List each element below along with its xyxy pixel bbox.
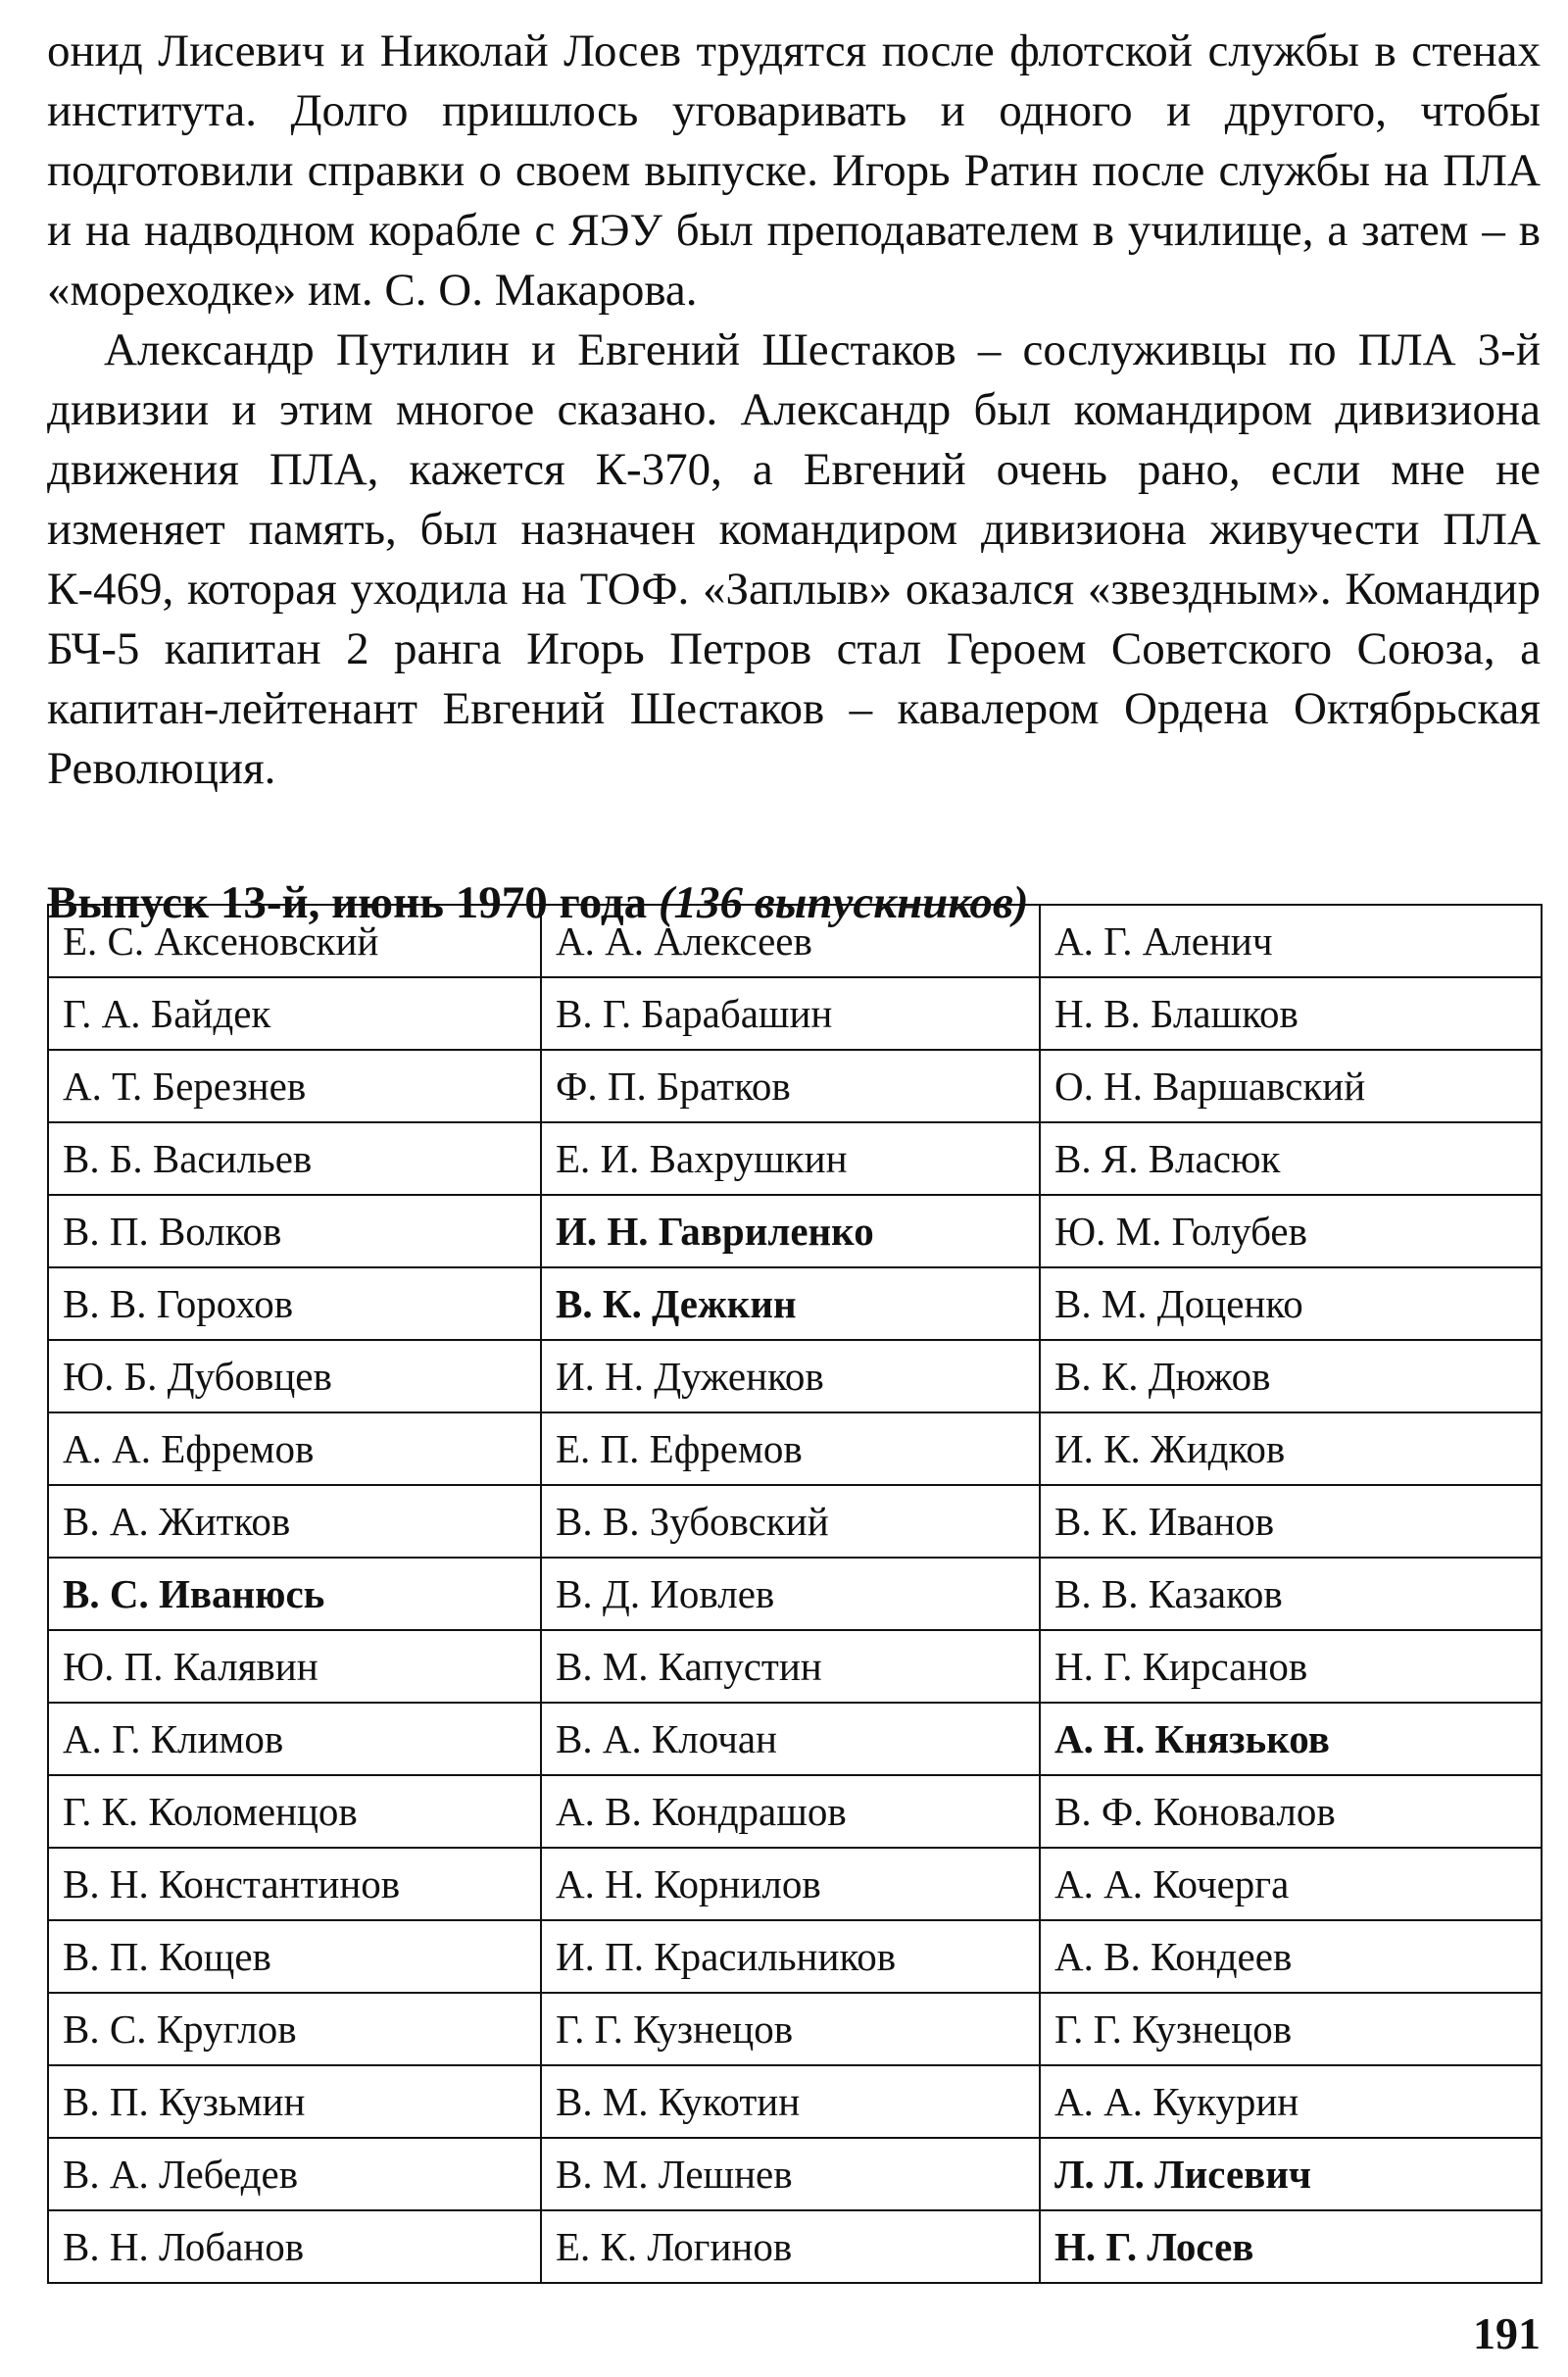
- graduate-name-cell: В. В. Казаков: [1040, 1558, 1542, 1630]
- graduate-name-cell: Ю. П. Калявин: [48, 1630, 541, 1703]
- graduate-name-cell: Н. Г. Лосев: [1040, 2210, 1542, 2283]
- graduate-name-cell: В. П. Волков: [48, 1195, 541, 1267]
- table-row: [48, 977, 1542, 1050]
- graduate-name-cell: Е. К. Логинов: [541, 2210, 1040, 2283]
- graduate-name-cell: А. А. Кочерга: [1040, 1848, 1542, 1920]
- graduate-name-cell: О. Н. Варшавский: [1040, 1050, 1542, 1122]
- graduate-name-cell: В. М. Лешнев: [541, 2138, 1040, 2210]
- graduate-name-cell: Л. Л. Лисевич: [1040, 2138, 1542, 2210]
- graduate-name-cell: Г. А. Байдек: [48, 977, 541, 1050]
- graduate-name-cell: А. Г. Климов: [48, 1703, 541, 1775]
- graduate-name-cell: В. М. Доценко: [1040, 1267, 1542, 1340]
- graduate-name-cell: Н. Г. Кирсанов: [1040, 1630, 1542, 1703]
- graduate-name-cell: В. Б. Васильев: [48, 1122, 541, 1195]
- graduate-name-cell: В. П. Кощев: [48, 1920, 541, 1993]
- table-row: [48, 1558, 1542, 1630]
- graduate-name-cell: И. Н. Гавриленко: [541, 1195, 1040, 1267]
- graduate-name-cell: В. А. Лебедев: [48, 2138, 541, 2210]
- page-number: 191: [1473, 2308, 1541, 2358]
- graduate-name-cell: А. В. Кондрашов: [541, 1775, 1040, 1848]
- graduate-name-cell: Е. И. Вахрушкин: [541, 1122, 1040, 1195]
- table-row: [48, 1920, 1542, 1993]
- graduate-name-cell: Е. П. Ефремов: [541, 1412, 1040, 1485]
- graduate-name-cell: В. Н. Константинов: [48, 1848, 541, 1920]
- book-page: [47, 22, 1541, 2269]
- graduates-table-body: [48, 905, 1542, 2283]
- graduate-name-cell: В. Н. Лобанов: [48, 2210, 541, 2283]
- table-row: [48, 1848, 1542, 1920]
- heading-note: (136 выпускников): [658, 877, 1029, 928]
- graduate-name-cell: В. П. Кузьмин: [48, 2065, 541, 2138]
- graduate-name-cell: Н. В. Блашков: [1040, 977, 1542, 1050]
- graduate-name-cell: И. К. Жидков: [1040, 1412, 1542, 1485]
- table-row: [48, 1412, 1542, 1485]
- table-row: [48, 2210, 1542, 2283]
- graduate-name-cell: Ф. П. Братков: [541, 1050, 1040, 1122]
- table-row: [48, 1122, 1542, 1195]
- graduate-name-cell: В. Д. Иовлев: [541, 1558, 1040, 1630]
- graduate-name-cell: В. К. Дюжов: [1040, 1340, 1542, 1412]
- table-row: [48, 1703, 1542, 1775]
- graduate-name-cell: В. М. Кукотин: [541, 2065, 1040, 2138]
- table-row: [48, 1485, 1542, 1558]
- graduate-name-cell: Г. К. Коломенцов: [48, 1775, 541, 1848]
- graduate-name-cell: Ю. Б. Дубовцев: [48, 1340, 541, 1412]
- paragraph-2: Александр Путилин и Евгений Шестаков – сослуживцы по ПЛА 3-й дивизии и этим многое сказано. Александр был командиром дивизиона движения ПЛА, кажется К-370, а Евгений очень рано, если мне не изменяет память, был назначен командиром дивизиона живучести ПЛА К-469, которая уходила на ТОФ. «Заплыв» оказался «звездным». Командир БЧ-5 капитан 2 ранга Игорь Петров стал Героем Советского Союза, а капитан-лейтенант Евгений Шестаков – кавалером Ордена Октябрьская Революция.: [47, 324, 1541, 794]
- table-row: [48, 905, 1542, 977]
- graduate-name-cell: И. П. Красильников: [541, 1920, 1040, 1993]
- graduate-name-cell: Ю. М. Голубев: [1040, 1195, 1542, 1267]
- table-row: [48, 1267, 1542, 1340]
- graduate-name-cell: В. М. Капустин: [541, 1630, 1040, 1703]
- graduate-name-cell: В. В. Горохов: [48, 1267, 541, 1340]
- table-row: [48, 1630, 1542, 1703]
- graduate-name-cell: В. С. Иванюсь: [48, 1558, 541, 1630]
- graduate-name-cell: Е. С. Аксеновский: [48, 905, 541, 977]
- graduate-name-cell: В. Г. Барабашин: [541, 977, 1040, 1050]
- graduate-name-cell: В. С. Круглов: [48, 1993, 541, 2065]
- graduate-name-cell: А. Н. Корнилов: [541, 1848, 1040, 1920]
- graduate-name-cell: А. Г. Аленич: [1040, 905, 1542, 977]
- graduate-name-cell: В. К. Иванов: [1040, 1485, 1542, 1558]
- graduate-name-cell: В. К. Дежкин: [541, 1267, 1040, 1340]
- heading-main: Выпуск 13-й, июнь 1970 года: [47, 877, 659, 928]
- graduate-name-cell: А. А. Ефремов: [48, 1412, 541, 1485]
- graduate-name-cell: В. В. Зубовский: [541, 1485, 1040, 1558]
- graduate-name-cell: А. А. Кукурин: [1040, 2065, 1542, 2138]
- graduate-name-cell: А. А. Алексеев: [541, 905, 1040, 977]
- graduate-name-cell: В. Ф. Коновалов: [1040, 1775, 1542, 1848]
- table-row: [48, 1195, 1542, 1267]
- graduate-name-cell: А. В. Кондеев: [1040, 1920, 1542, 1993]
- graduate-name-cell: Г. Г. Кузнецов: [541, 1993, 1040, 2065]
- graduate-name-cell: А. Т. Березнев: [48, 1050, 541, 1122]
- graduate-name-cell: И. Н. Дуженков: [541, 1340, 1040, 1412]
- table-row: [48, 1050, 1542, 1122]
- graduate-name-cell: В. Я. Власюк: [1040, 1122, 1542, 1195]
- table-row: [48, 2138, 1542, 2210]
- table-row: [48, 2065, 1542, 2138]
- paragraph-1: онид Лисевич и Николай Лосев трудятся после флотской службы в стенах института. Долго пришлось уговаривать и одного и другого, чтобы подготовили справки о своем выпуске. Игорь Ратин после службы на ПЛА и на надводном корабле с ЯЭУ был преподавателем в училище, а затем – в «мореходке» им. С. О. Макарова.: [47, 25, 1541, 316]
- graduate-name-cell: Г. Г. Кузнецов: [1040, 1993, 1542, 2065]
- graduate-name-cell: А. Н. Князьков: [1040, 1703, 1542, 1775]
- graduates-table: [47, 904, 1543, 2284]
- graduate-name-cell: В. А. Клочан: [541, 1703, 1040, 1775]
- table-row: [48, 1340, 1542, 1412]
- table-row: [48, 1993, 1542, 2065]
- graduate-name-cell: В. А. Житков: [48, 1485, 541, 1558]
- table-row: [48, 1775, 1542, 1848]
